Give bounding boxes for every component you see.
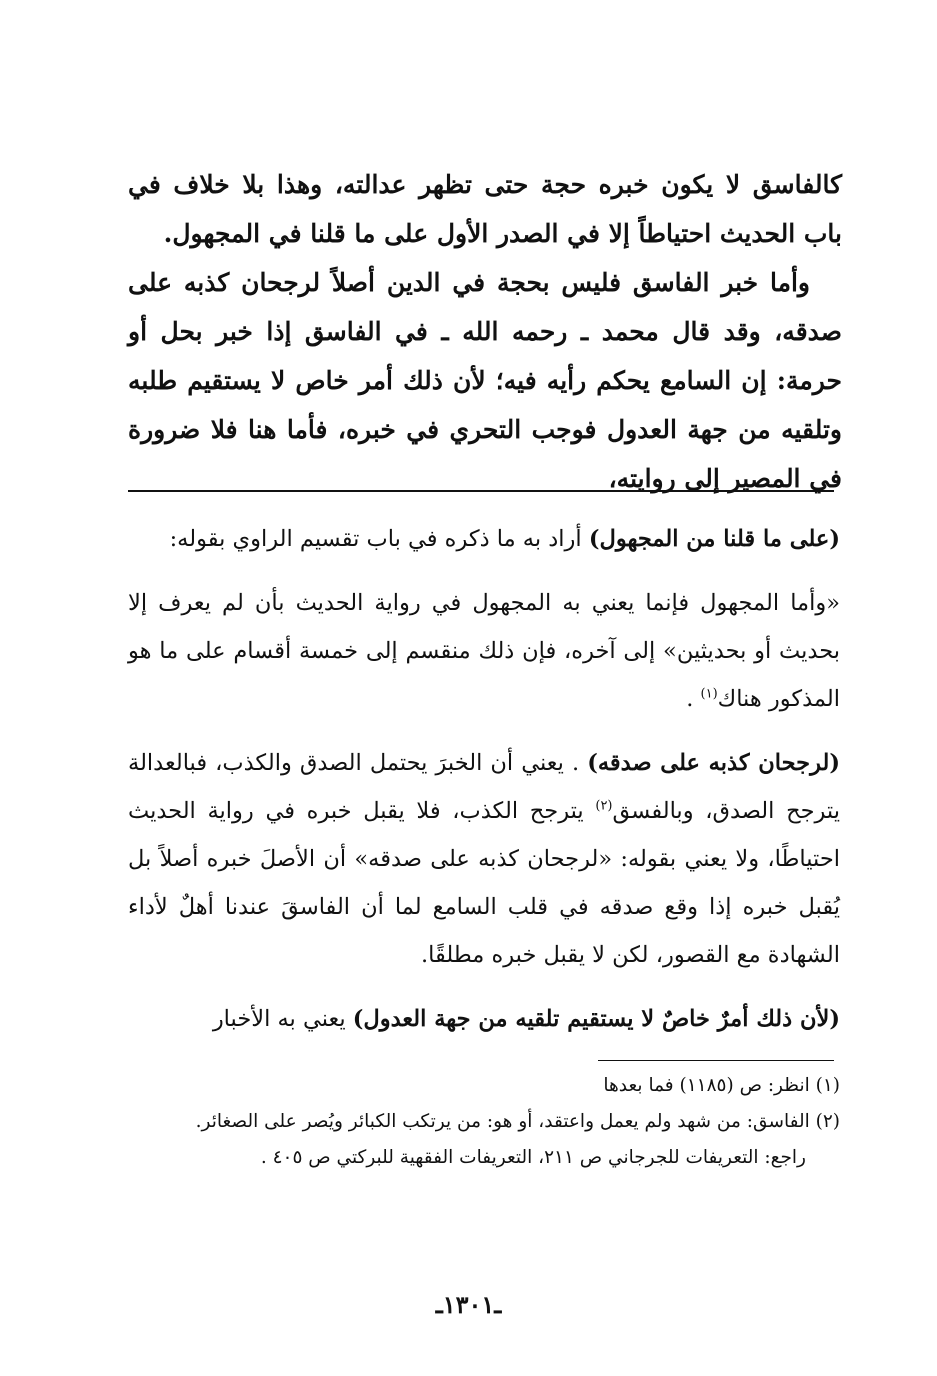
main-text-divider bbox=[128, 490, 834, 492]
commentary-lemma-3: (لرجحان كذبه على صدقه) bbox=[587, 750, 841, 776]
commentary-text-3b: يترجح الكذب، فلا يقبل خبره في رواية الحديث احتياطًا، ولا يعني بقوله: «لرجحان كذبه على صدقه» أن الأصلَ خبره أصلاً بل يُقبل خبره إذا وقع صدقه في قلب السامع لما أن الفاسقَ عندنا أهلٌ لأداء الشهادة مع القصور، لكن لا يقبل خبره مطلقًا. bbox=[128, 798, 840, 968]
commentary-text-4: يعني به الأخبار bbox=[212, 1006, 353, 1032]
commentary-paragraph-3 bbox=[128, 739, 840, 979]
commentary-lemma-1: (على ما قلنا من المجهول) bbox=[588, 526, 840, 552]
commentary-paragraph-4 bbox=[128, 995, 840, 1043]
footnote-divider bbox=[598, 1060, 834, 1061]
footnote-ref-1[interactable]: (١) bbox=[700, 686, 718, 702]
main-paragraph-2: وأما خبر الفاسق فليس بحجة في الدين أصلاً لرجحان كذبه على صدقه، وقد قال محمد ـ رحمه الله ـ في الفاسق إذا خبر بحل أو حرمة: إن السامع يحكم رأيه فيه؛ لأن ذلك أمر خاص لا يستقيم طلبه وتلقيه من جهة العدول فوجب التحري في خبره، فأما هنا فلا ضرورة في المصير إلى روايته، bbox=[128, 268, 842, 493]
commentary-paragraph-2 bbox=[128, 579, 840, 723]
footnote-2-reference: راجع: التعريفات للجرجاني ص ٢١١، التعريفات الفقهية للبركتي ص ٤٠٥ . bbox=[260, 1147, 806, 1168]
commentary-lemma-4: (لأن ذلك أمرٌ خاصٌ لا يستقيم تلقيه من جهة العدول) bbox=[352, 1006, 840, 1032]
commentary-text-3a: . يعني أن الخبرَ يحتمل الصدق والكذب، فبالعدالة يترجح الصدق، وبالفسق bbox=[128, 750, 840, 824]
page-number: ـ١٣٠١ـ bbox=[435, 1290, 502, 1319]
footnote-ref-2[interactable]: (٢) bbox=[595, 798, 613, 814]
commentary-text-1: أراد به ما ذكره في باب تقسيم الراوي بقوله: bbox=[169, 526, 589, 552]
commentary-text-2-end: . bbox=[686, 686, 701, 712]
footnote-2: (٢) الفاسق: من شهد ولم يعمل واعتقد، أو هو: من يرتكب الكبائر ويُصر على الصغائر. bbox=[195, 1111, 840, 1132]
commentary bbox=[128, 515, 840, 1059]
commentary-paragraph-1 bbox=[128, 515, 840, 563]
main-text bbox=[128, 160, 842, 503]
commentary-text-2: «وأما المجهول فإنما يعني به المجهول في رواية الحديث بأن لم يعرف إلا بحديث أو بحديثين» إلى آخره، فإن ذلك منقسم إلى خمسة أقسام على ما هو المذكور هناك bbox=[128, 590, 840, 712]
footnote-1: (١) انظر: ص (١١٨٥) فما بعدها bbox=[603, 1075, 840, 1096]
main-paragraph-1: كالفاسق لا يكون خبره حجة حتى تظهر عدالته، وهذا بلا خلاف في باب الحديث احتياطاً إلا في الصدر الأول على ما قلنا في المجهول. bbox=[128, 170, 842, 248]
footnotes bbox=[128, 1068, 840, 1176]
